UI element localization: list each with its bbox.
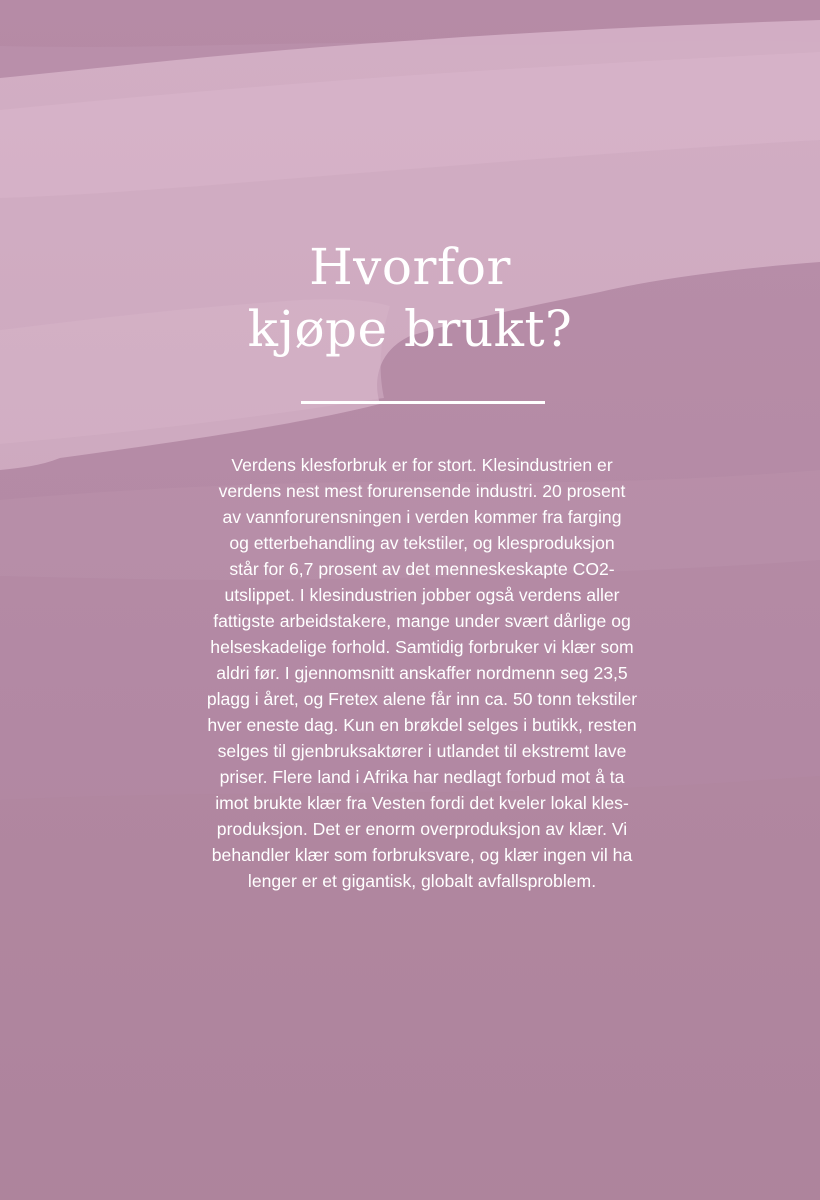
body-line: selges til gjenbruksaktører i utlandet til ekstremt lave — [217, 741, 627, 761]
body-line: aldri før. I gjennomsnitt anskaffer nordmenn seg 23,5 — [216, 663, 628, 683]
body-line: plagg i året, og Fretex alene får inn ca. 50 tonn tekstiler — [206, 689, 638, 709]
title-line: Hvorfor — [309, 238, 511, 296]
body-line: står for 6,7 prosent av det menneskeskapte CO2- — [229, 559, 615, 579]
body-line: imot brukte klær fra Vesten fordi det kveler lokal kles- — [215, 793, 629, 813]
body-paragraph — [150, 452, 694, 894]
body-line: verdens nest mest forurensende industri. 20 prosent — [218, 481, 626, 501]
body-line: fattigste arbeidstakere, mange under svært dårlige og — [213, 611, 631, 631]
body-line: utslippet. I klesindustrien jobber også verdens aller — [224, 585, 620, 605]
body-line: behandler klær som forbruksvare, og klær ingen vil ha — [211, 845, 633, 865]
page-title — [0, 236, 820, 360]
body-line: og etterbehandling av tekstiler, og klesproduksjon — [229, 533, 615, 553]
body-line: helseskadelige forhold. Samtidig forbruker vi klær som — [210, 637, 634, 657]
title-line: kjøpe brukt? — [247, 300, 573, 358]
body-line: lenger er et gigantisk, globalt avfallsproblem. — [247, 871, 597, 891]
body-line: priser. Flere land i Afrika har nedlagt forbud mot å ta — [219, 767, 625, 787]
body-line: av vannforurensningen i verden kommer fra farging — [222, 507, 622, 527]
body-line: hver eneste dag. Kun en brøkdel selges i butikk, resten — [207, 715, 637, 735]
body-line: Verdens klesforbruk er for stort. Klesindustrien er — [231, 455, 613, 475]
title-divider — [301, 401, 545, 404]
body-line: produksjon. Det er enorm overproduksjon av klær. Vi — [216, 819, 628, 839]
